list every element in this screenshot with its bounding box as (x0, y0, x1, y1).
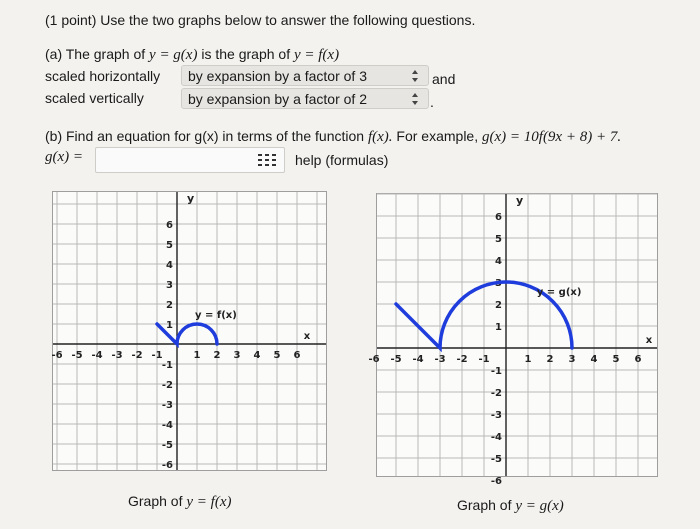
y-axis-label: y (516, 194, 524, 207)
x-tick-label: -1 (151, 350, 163, 361)
x-tick-label: 4 (590, 354, 598, 365)
y-tick-label: -3 (490, 410, 502, 421)
graph-f (53, 192, 326, 470)
vertical-scale-value: by expansion by a factor of 2 (188, 91, 367, 107)
x-tick-label: -4 (412, 354, 424, 365)
y-tick-label: -6 (161, 460, 173, 471)
x-tick-label: 1 (524, 354, 532, 365)
part-b-prompt (45, 128, 621, 146)
y-tick-label: -4 (161, 420, 173, 431)
y-tick-label: -4 (490, 432, 502, 443)
y-axis-label: y (187, 192, 195, 205)
select-updown-icon (410, 68, 420, 84)
x-tick-label: -5 (71, 350, 83, 361)
x-tick-label: -6 (51, 350, 63, 361)
y-tick-label: 1 (166, 320, 173, 331)
horizontal-scale-value: by expansion by a factor of 3 (188, 68, 367, 84)
graph-g (368, 194, 657, 487)
x-tick-label: -3 (434, 354, 446, 365)
y-tick-label: -2 (490, 388, 502, 399)
graph-g-panel (368, 193, 658, 487)
y-tick-label: 3 (495, 278, 502, 289)
curve-label: y = g(x) (536, 287, 582, 299)
part-a-prompt (45, 46, 339, 64)
graph-g-caption-eq: y = g(x) (515, 498, 564, 514)
y-tick-label: 5 (495, 234, 502, 245)
x-tick-label: 6 (634, 354, 642, 365)
y-tick-label: 5 (166, 240, 173, 251)
y-tick-label: 6 (166, 220, 173, 231)
vertical-scale-label: scaled vertically (45, 90, 144, 106)
help-formulas-link[interactable]: help (formulas) (295, 152, 389, 168)
x-tick-label: 4 (253, 350, 261, 361)
row1-suffix: and (432, 71, 456, 87)
x-tick-label: 2 (546, 354, 554, 365)
curve-label: y = f(x) (195, 310, 237, 321)
g-of-x-answer-input[interactable] (95, 147, 285, 173)
x-tick-label: 2 (213, 350, 221, 361)
answer-label: g(x) = (45, 149, 84, 165)
y-tick-label: -6 (490, 476, 502, 487)
x-tick-label: -2 (131, 350, 143, 361)
x-tick-label: 3 (568, 354, 576, 365)
part-b-example: For example, (396, 128, 479, 144)
y-tick-label: -1 (161, 360, 173, 371)
part-a-g-eq: y = g(x) (149, 47, 198, 63)
row2-suffix: . (430, 94, 434, 110)
x-tick-label: -5 (390, 354, 402, 365)
part-a-f-eq: y = f(x) (293, 47, 340, 63)
y-tick-label: 4 (166, 260, 173, 271)
graph-f-caption-prefix: Graph of (128, 493, 183, 509)
x-tick-label: 5 (612, 354, 620, 365)
y-tick-label: -3 (161, 400, 173, 411)
y-tick-label: -5 (161, 440, 173, 451)
x-tick-label: -2 (456, 354, 468, 365)
graph-f-caption (128, 493, 231, 511)
part-b-text: (b) Find an equation for g(x) in terms of the function (45, 128, 365, 144)
graph-f-caption-eq: y = f(x) (186, 494, 232, 510)
y-tick-label: 1 (495, 322, 502, 333)
x-tick-label: 5 (273, 350, 281, 361)
graph-f-panel (52, 191, 327, 471)
x-axis-label: x (303, 331, 311, 342)
horizontal-scale-select[interactable] (181, 65, 429, 86)
x-tick-label: 1 (193, 350, 201, 361)
problem-header: (1 point) Use the two graphs below to answer the following questions. (45, 12, 476, 28)
y-tick-label: -5 (490, 454, 502, 465)
y-tick-label: 2 (495, 300, 502, 311)
y-tick-label: 6 (495, 212, 502, 223)
select-updown-icon (410, 91, 420, 107)
graph-g-caption-prefix: Graph of (457, 497, 512, 513)
part-a-prefix: (a) The graph of (45, 46, 146, 62)
y-tick-label: 2 (166, 300, 173, 311)
horizontal-scale-label: scaled horizontally (45, 68, 161, 84)
equation-editor-icon[interactable] (258, 154, 276, 166)
x-tick-label: -4 (91, 350, 103, 361)
x-tick-label: -6 (368, 354, 380, 365)
part-b-example-eq: g(x) = 10f(9x + 8) + 7. (482, 129, 622, 145)
y-tick-label: 3 (166, 280, 173, 291)
x-axis-label: x (645, 335, 653, 346)
x-tick-label: -1 (478, 354, 490, 365)
y-tick-label: -2 (161, 380, 173, 391)
x-tick-label: 6 (293, 350, 301, 361)
part-b-f: f(x). (367, 129, 393, 145)
y-tick-label: -1 (490, 366, 502, 377)
graph-g-caption (457, 497, 564, 515)
x-tick-label: 3 (233, 350, 241, 361)
vertical-scale-select[interactable] (181, 88, 429, 109)
y-tick-label: 4 (495, 256, 502, 267)
x-tick-label: -3 (111, 350, 123, 361)
part-a-mid: is the graph of (201, 46, 291, 62)
